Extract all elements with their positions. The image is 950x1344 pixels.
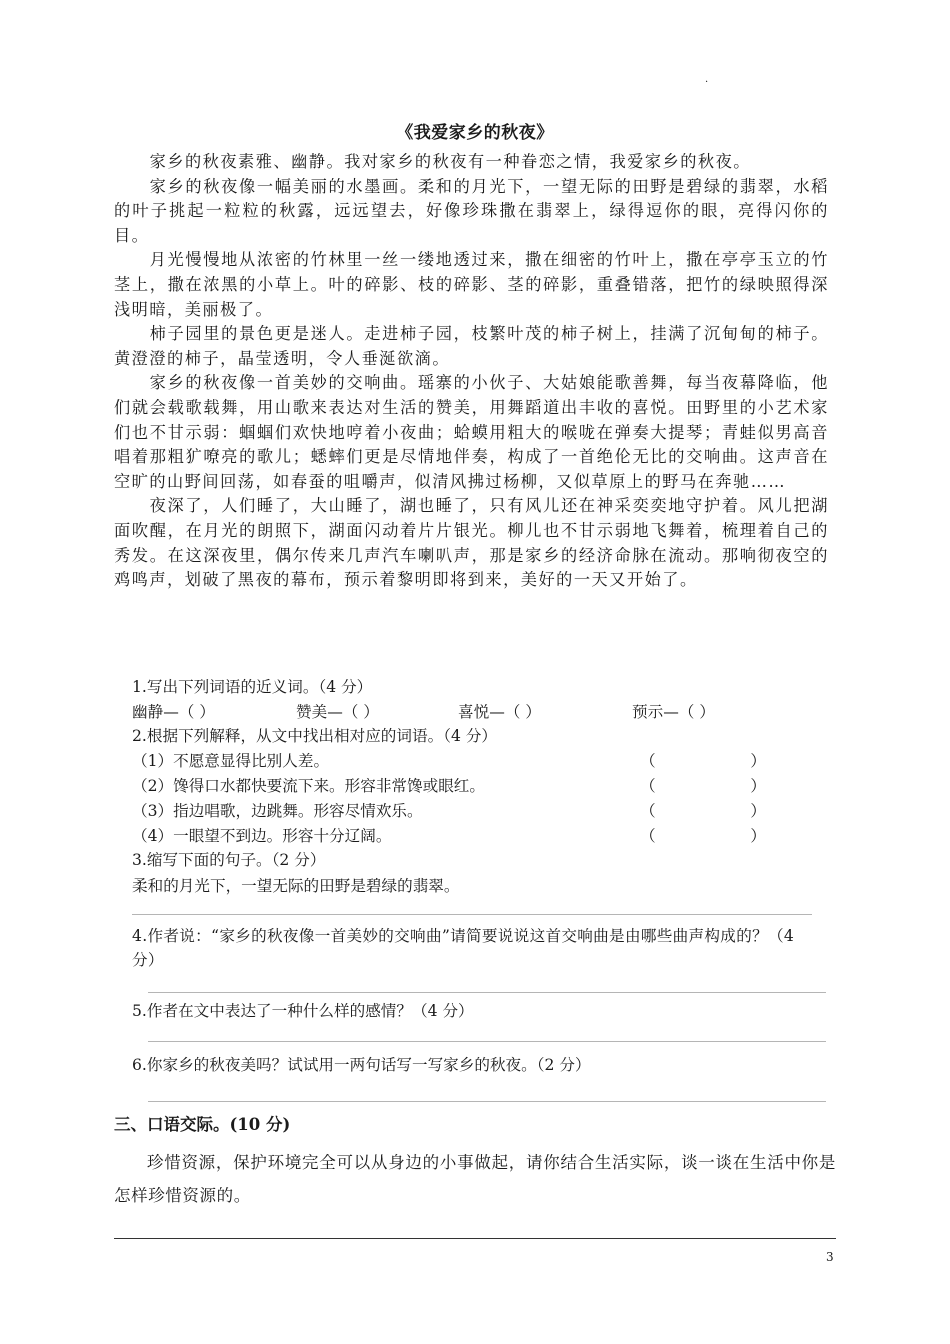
synonym-item[interactable]: 喜悦—（ ）	[458, 703, 541, 721]
passage-body	[114, 150, 829, 593]
passage-paragraph: 家乡的秋夜像一幅美丽的水墨画。柔和的月光下，一望无际的田野是碧绿的翡翠，水稻的叶子挑起一粒粒的秋露，远远望去，好像珍珠撒在翡翠上，绿得逗你的眼，亮得闪你的目。	[114, 176, 829, 245]
synonym-item[interactable]: 幽静—（ ）	[132, 703, 215, 721]
synonym-item[interactable]: 赞美—（ ）	[296, 703, 379, 721]
paren-close: ）	[750, 777, 766, 795]
header-dot: .	[705, 74, 709, 85]
paren-open: （	[640, 802, 656, 820]
passage-paragraph: 柿子园里的景色更是迷人。走进柿子园，枝繁叶茂的柿子树上，挂满了沉甸甸的柿子。黄澄澄的柿子，晶莹透明，令人垂涎欲滴。	[114, 324, 829, 368]
paren-close: ）	[750, 802, 766, 820]
paren-close: ）	[750, 827, 766, 845]
answer-line[interactable]	[148, 1041, 826, 1042]
question-3-prompt: 3.缩写下面的句子。（2 分）	[132, 851, 326, 869]
question-1-prompt: 1.写出下列词语的近义词。（4 分）	[132, 678, 373, 696]
passage-title: 《我爱家乡的秋夜》	[396, 123, 554, 143]
paren-open: （	[640, 777, 656, 795]
question-6-prompt: 6.你家乡的秋夜美吗？试试用一两句话写一写家乡的秋夜。（2 分）	[132, 1056, 591, 1074]
answer-line[interactable]	[148, 992, 826, 993]
question-4-prompt: 4.作者说：“家乡的秋夜像一首美妙的交响曲”请简要说说这首交响曲是由哪些曲声构成的？（4 分）	[132, 927, 795, 969]
answer-line[interactable]	[132, 914, 812, 915]
passage-paragraph: 家乡的秋夜像一首美妙的交响曲。瑶寨的小伙子、大姑娘能歌善舞，每当夜幕降临，他们就会载歌载舞，用山歌来表达对生活的赞美，用舞蹈道出丰收的喜悦。田野里的小艺术家们也不甘示弱：蝈蝈们欢快地哼着小夜曲；蛤蟆用粗大的喉咙在弹奏大提琴；青蛙似男高音唱着那粗犷嘹亮的歌儿；蟋蟀们更是尽情地伴奏，构成了一首绝伦无比的交响曲。这声音在空旷的山野间回荡，如春蚕的咀嚼声，似清风拂过杨柳，又似草原上的野马在奔驰……	[114, 373, 829, 491]
synonym-item[interactable]: 预示—（ ）	[632, 703, 715, 721]
page-number: 3	[826, 1250, 834, 1264]
section-3-heading: 三、口语交际。(10 分)	[114, 1115, 291, 1134]
passage-paragraph: 家乡的秋夜素雅、幽静。我对家乡的秋夜有一种眷恋之情，我爱家乡的秋夜。	[149, 152, 751, 171]
paren-close: ）	[750, 752, 766, 770]
question-3-sentence: 柔和的月光下，一望无际的田野是碧绿的翡翠。	[132, 877, 460, 895]
answer-line[interactable]	[148, 1101, 826, 1102]
oral-prompt-block	[114, 1146, 836, 1212]
paren-open: （	[640, 827, 656, 845]
footer-divider	[114, 1238, 836, 1239]
definition-item: （2）馋得口水都快要流下来。形容非常馋或眼红。	[132, 777, 485, 795]
question-2-prompt: 2.根据下列解释，从文中找出相对应的词语。（4 分）	[132, 727, 498, 745]
definition-item: （4）一眼望不到边。形容十分辽阔。	[132, 827, 392, 845]
oral-prompt: 珍惜资源，保护环境完全可以从身边的小事做起，请你结合生活实际，谈一谈在生活中你是怎样珍惜资源的。	[114, 1153, 836, 1205]
passage-paragraph: 夜深了，人们睡了，大山睡了，湖也睡了，只有风儿还在神采奕奕地守护着。风儿把湖面吹醒，在月光的朗照下，湖面闪动着片片银光。柳儿也不甘示弱地飞舞着，梳理着自己的秀发。在这深夜里，偶尔传来几声汽车喇叭声，那是家乡的经济命脉在流动。那响彻夜空的鸡鸣声，划破了黑夜的幕布，预示着黎明即将到来，美好的一天又开始了。	[114, 496, 829, 590]
definition-item: （1）不愿意显得比别人差。	[132, 752, 330, 770]
definition-item: （3）指边唱歌，边跳舞。形容尽情欢乐。	[132, 802, 423, 820]
question-5-prompt: 5.作者在文中表达了一种什么样的感情？（4 分）	[132, 1002, 474, 1020]
passage-paragraph: 月光慢慢地从浓密的竹林里一丝一缕地透过来，撒在细密的竹叶上，撒在亭亭玉立的竹茎上，撒在浓黑的小草上。叶的碎影、枝的碎影、茎的碎影，重叠错落，把竹的绿映照得深浅明暗，美丽极了。	[114, 250, 829, 319]
paren-open: （	[640, 752, 656, 770]
